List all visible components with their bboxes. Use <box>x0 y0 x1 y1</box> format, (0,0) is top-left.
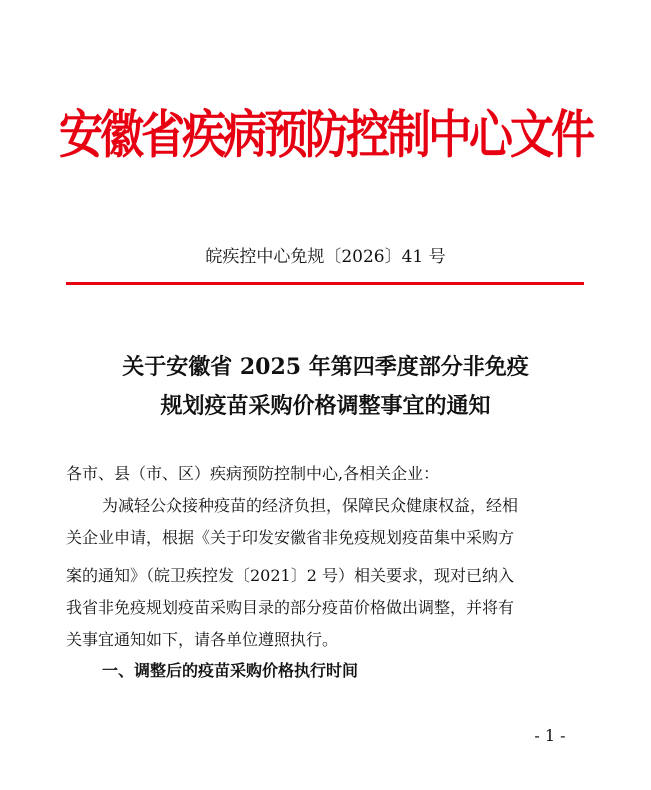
paragraph-line: 关企业申请，根据《关于印发安徽省非免疫规划疫苗集中采购方 <box>66 528 515 547</box>
salutation: 各市、县（市、区）疾病预防控制中心,各相关企业： <box>66 464 440 483</box>
section-heading: 一、调整后的疫苗采购价格执行时间 <box>102 661 359 680</box>
red-divider-line <box>66 282 584 285</box>
document-title-line-1: 关于安徽省 2025 年第四季度部分非免疫 <box>122 354 529 380</box>
paragraph-line: 案的通知》（皖卫疾控发〔2021〕2 号）相关要求，现对已纳入 <box>66 566 514 585</box>
paragraph-line: 为减轻公众接种疫苗的经济负担，保障民众健康权益，经相 <box>102 496 519 515</box>
issuing-org-title: 安徽省疾病预防控制中心文件 <box>59 105 592 166</box>
document-number: 皖疾控中心免规〔2026〕41 号 <box>205 247 446 267</box>
page-number: - 1 - <box>534 726 566 745</box>
paragraph-line: 我省非免疫规划疫苗采购目录的部分疫苗价格做出调整，并将有 <box>66 598 515 617</box>
document-title-line-2: 规划疫苗采购价格调整事宜的通知 <box>160 393 491 419</box>
paragraph-line: 关事宜通知如下，请各单位遵照执行。 <box>66 630 339 649</box>
